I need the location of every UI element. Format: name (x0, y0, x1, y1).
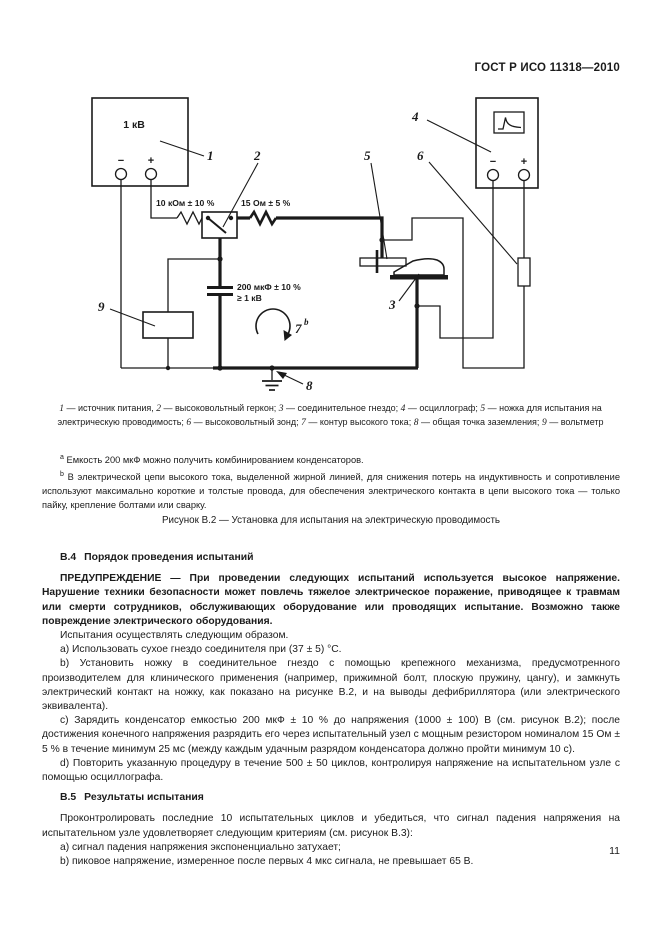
low-side-node (414, 303, 419, 308)
legend-text: — высоковольтный зонд; (191, 417, 302, 427)
legend-num: 4 (400, 404, 406, 414)
legend-num: 1 (59, 404, 64, 414)
switch-contact-right (229, 216, 233, 220)
callout-5-leader (371, 163, 387, 259)
legend-num: 9 (541, 418, 547, 428)
callout-1-leader (160, 141, 204, 156)
hv-probe (518, 258, 530, 286)
osc-plus-label: + (520, 156, 528, 168)
section-b5-number: В.5 (60, 792, 77, 804)
b5-intro: Проконтролировать последние 10 испытательных циклов и убедиться, что сигнал падения напряжения на испытательном узле удовлетворяет следующим критериям (см. рисунок В.3): (42, 813, 620, 839)
capacitor-voltage-label: ≥ 1 кВ (237, 293, 262, 303)
resistor-10k-label: 10 кОм ± 10 % (156, 198, 215, 208)
callout-8-arrowhead (276, 371, 287, 379)
legend-text: — источник питания, (63, 403, 157, 413)
main-text (42, 545, 620, 869)
power-supply-voltage: 1 кВ (123, 119, 145, 131)
section-b4-heading (60, 551, 620, 565)
power-supply-box (92, 98, 188, 186)
footnote-b (42, 468, 620, 512)
resistor-10k (177, 212, 202, 224)
callout-3: 3 (389, 297, 396, 312)
capacitor-value-label: 200 мкФ ± 10 % (237, 282, 301, 292)
minus-terminal (116, 169, 127, 180)
waveform-icon (498, 118, 521, 130)
connector-base (390, 275, 448, 280)
section-b5-title: Результаты испытания (84, 792, 204, 804)
b4-intro: Испытания осуществлять следующим образом. (60, 630, 289, 642)
footnote-a (42, 451, 620, 468)
legend-num: 6 (186, 418, 192, 428)
b4-item-c: c) Зарядить конденсатор емкостью 200 мкФ ± 10 % до напряжения (1000 ± 100) В (см. рисунок В.2); после достижения конечного напряжения разрядить его через испытательный узел с мощным резистором номиналом 15 Ом ± 5 % в течение минимум 25 мс (между каждым удачным разрядом конденсатора должно пройти минимум 10 с). (42, 715, 620, 755)
footnote-b-marker: b (60, 470, 64, 478)
figure-caption: Рисунок В.2 — Установка для испытания на электрическую проводимость (161, 515, 501, 526)
oscilloscope-screen (494, 112, 524, 133)
section-b4-title: Порядок проведения испытаний (84, 552, 254, 563)
legend-num: 5 (480, 404, 486, 414)
callout-4: 4 (412, 109, 419, 124)
reed-switch-box (202, 212, 237, 238)
warning-paragraph: ПРЕДУПРЕЖДЕНИЕ — При проведении следующих испытаний используется высокое напряжение. Нарушение техники безопасности может повлечь тяжелое электрическое поражение, приводящее к травмам или смерти сотрудников, обслуживающих оборудование или проводящих испытание. Возможно также повреждение электрического оборудования. (42, 573, 620, 627)
osc-minus-terminal (488, 170, 499, 181)
b5-item-a: a) сигнал падения напряжения экспоненциально затухает; (60, 841, 341, 853)
figure-legend (30, 402, 631, 430)
connector-socket (394, 259, 444, 275)
b5-item-b: b) пиковое напряжение, измеренное после первых 4 мкс сигнала, не превышает 65 В. (60, 856, 474, 868)
section-b4-number: В.4 (60, 552, 77, 563)
high-current-line (276, 218, 382, 258)
page-number: 11 (609, 845, 620, 857)
footnote-b-text: В электрической цепи высокого тока, выделенной жирной линией, для снижения потерь на индуктивность и сопротивление используют максимально короткие и толстые провода, для обеспечения электрического контакта в цепи высокого тока — только пайку, крепление болтами или сварку. (42, 471, 620, 510)
legend-text: — общая точка заземления; (418, 417, 542, 427)
rail-node (217, 365, 222, 370)
legend-text: — соединительное гнездо; (283, 403, 401, 413)
b4-item-a: a) Использовать сухое гнездо соединителя при (37 ± 5) °С. (60, 644, 342, 656)
resistor-15-label: 15 Ом ± 5 % (241, 198, 291, 208)
plus-terminal (146, 169, 157, 180)
footnote-a-text: Емкость 200 мкФ можно получить комбинированием конденсаторов. (66, 455, 364, 466)
rail-node (166, 366, 170, 370)
callout-4-leader (427, 120, 491, 152)
plus-terminal-label: + (147, 155, 155, 167)
callout-9: 9 (98, 299, 105, 314)
current-loop-arrow (256, 309, 290, 334)
osc-minus-label: − (489, 156, 497, 168)
b4-item-d: d) Повторить указанную процедуру в течение 500 ± 50 циклов, контролируя напряжение на испытательном узле с помощью осциллографа. (42, 757, 620, 784)
section-b5-heading (60, 791, 620, 805)
callout-8: 8 (306, 378, 313, 393)
legend-text: — контур высокого тока; (305, 417, 414, 427)
circuit-diagram (0, 0, 661, 420)
callout-1: 1 (207, 148, 214, 163)
figure-footnotes (42, 451, 620, 512)
legend-num: 2 (156, 404, 161, 414)
footnote-a-marker: a (60, 454, 64, 461)
legend-text: — вольтметр (546, 417, 604, 427)
current-loop-arrowhead (284, 330, 293, 341)
callout-7: 7 (295, 321, 302, 336)
minus-terminal-label: − (117, 155, 125, 167)
callout-7-sup: b (304, 317, 309, 327)
legend-num: 3 (278, 404, 284, 414)
callout-2: 2 (254, 148, 261, 163)
legend-num: 7 (301, 418, 306, 428)
osc-plus-terminal (519, 170, 530, 181)
voltmeter-box (143, 312, 193, 338)
legend-text: — осциллограф; (405, 403, 481, 413)
callout-6-leader (429, 162, 517, 264)
resistor-15 (250, 212, 276, 224)
legend-num: 8 (413, 418, 419, 428)
legend-text: — ножка для испытания на электрическую проводимость; (57, 403, 602, 427)
voltmeter-wire (168, 259, 220, 312)
doc-header: ГОСТ Р ИСО 11318—2010 (474, 62, 620, 74)
callout-5: 5 (364, 148, 371, 163)
b4-item-b: b) Установить ножку в соединительное гнездо с помощью крепежного механизма, предусмотренного производителем для клинического применения (например, прижимной болт, плоскую пружину, цангу), и замкнуть электрический контакт на ножку, как показано на рисунке В.2, и на выводы дефибриллятора (или электрического эквивалента). (42, 658, 620, 713)
legend-text: — высоковольтный геркон; (160, 403, 279, 413)
callout-6: 6 (417, 148, 424, 163)
test-leg-pin (360, 258, 406, 266)
